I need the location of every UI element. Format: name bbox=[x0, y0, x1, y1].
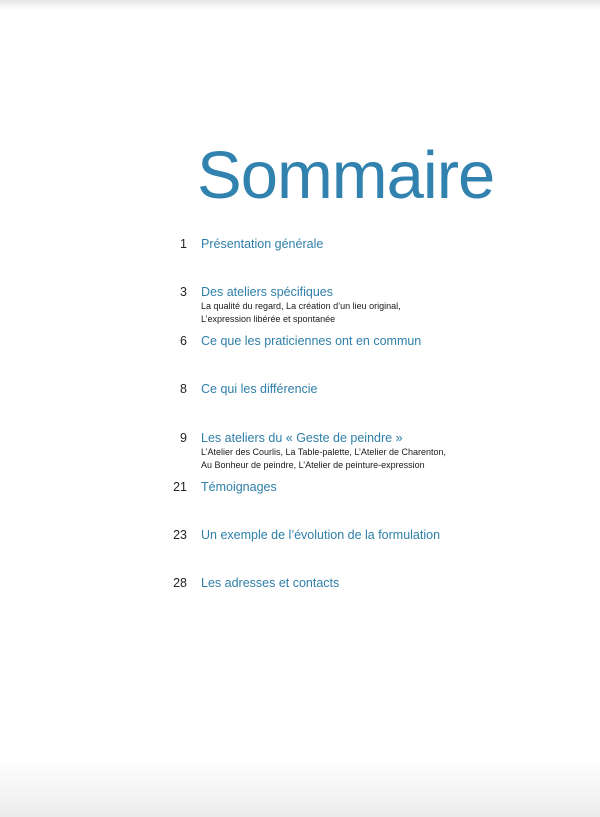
toc-subtopic-line: Au Bonheur de peindre, L’Atelier de peinture-expression bbox=[201, 459, 425, 470]
page-bottom-shadow bbox=[0, 757, 600, 817]
toc-page-number: 21 bbox=[173, 480, 187, 494]
toc-heading[interactable]: Ce qui les différencie bbox=[201, 382, 318, 396]
toc-heading[interactable]: Ce que les praticiennes ont en commun bbox=[201, 334, 422, 348]
toc-heading[interactable]: Présentation générale bbox=[201, 237, 324, 251]
page-title: Sommaire bbox=[197, 138, 495, 213]
toc-subtopic-line: L’Atelier des Courlis, La Table-palette, L’Atelier de Charenton, bbox=[201, 447, 446, 457]
toc-page-number: 6 bbox=[180, 334, 187, 348]
toc-heading[interactable]: Un exemple de l’évolution de la formulation bbox=[201, 528, 441, 542]
toc-heading[interactable]: Des ateliers spécifiques bbox=[201, 285, 334, 299]
toc-subtopics bbox=[201, 300, 401, 325]
toc-subtopic-line: L’expression libérée et spontanée bbox=[201, 313, 336, 324]
toc-page-number: 23 bbox=[173, 528, 187, 542]
toc-page-number: 1 bbox=[180, 237, 187, 251]
toc-heading[interactable]: Témoignages bbox=[201, 480, 277, 494]
toc-subtopics bbox=[201, 446, 446, 471]
toc-heading[interactable]: Les adresses et contacts bbox=[201, 576, 340, 590]
toc-subtopic-line: La qualité du regard, La création d’un lieu original, bbox=[201, 301, 401, 311]
toc-page-number: 28 bbox=[173, 576, 187, 590]
toc-page-number: 3 bbox=[180, 285, 187, 299]
toc-heading[interactable]: Les ateliers du « Geste de peindre » bbox=[201, 431, 403, 445]
page-top-shadow bbox=[0, 0, 600, 10]
toc-page-number: 9 bbox=[180, 431, 187, 445]
toc-page-number: 8 bbox=[180, 382, 187, 396]
